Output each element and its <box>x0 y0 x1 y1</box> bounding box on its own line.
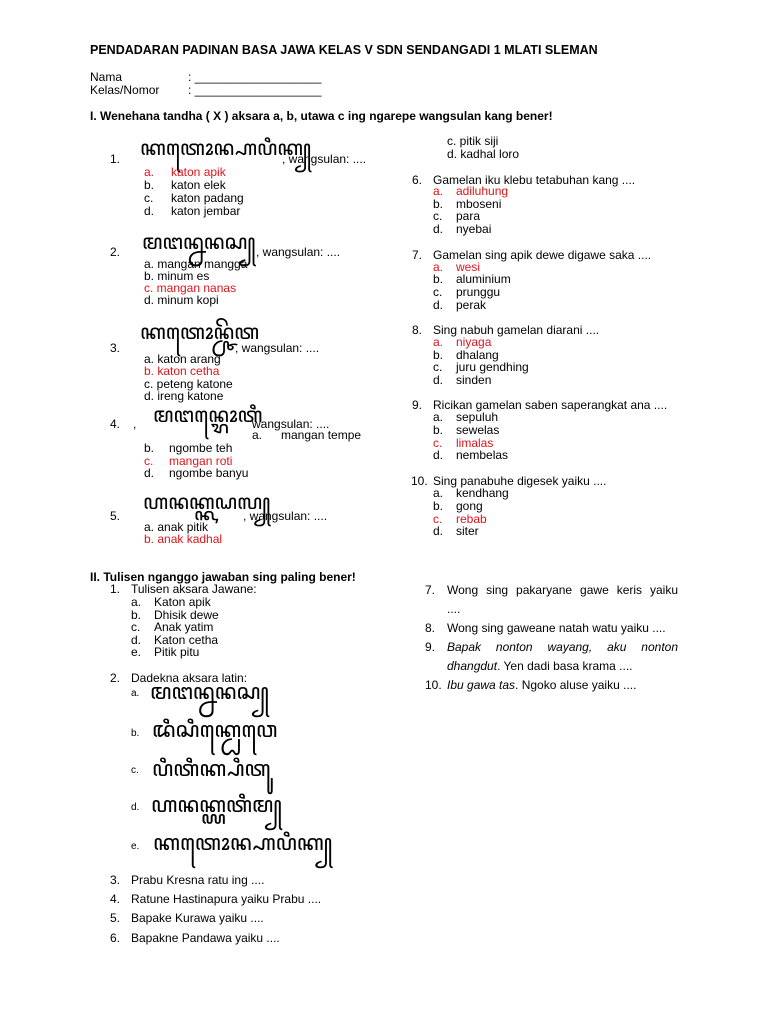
s2-q1-item-a: Katon apik <box>154 595 211 609</box>
q9-number: 9. <box>412 398 423 412</box>
s2-q10-line <box>447 679 636 692</box>
q4-option-c[interactable]: mangan roti <box>169 454 233 468</box>
q7-option-d[interactable]: perak <box>456 298 487 312</box>
q7-option-a[interactable]: wesi <box>456 260 481 274</box>
q5-wangsulan: , wangsulan: .... <box>243 509 328 523</box>
q4-option-d[interactable]: ngombe banyu <box>169 466 249 480</box>
s2-q3-text: Prabu Kresna ratu ing .... <box>131 873 265 887</box>
s2-q1-item-c: Anak yatim <box>154 620 214 634</box>
q6-option-c-letter[interactable]: c. <box>433 209 443 223</box>
s2-q9-number: 9. <box>425 640 436 654</box>
q3-option-b[interactable]: b. katon cetha <box>144 364 220 378</box>
q10-option-c[interactable]: rebab <box>456 512 487 526</box>
q10-option-b[interactable]: gong <box>456 499 483 513</box>
s2-q2-script-d: ꦲꦤꦏ꧀ꦪꦠꦶꦩ꧀ <box>151 793 282 818</box>
q10-option-a-letter[interactable]: a. <box>433 486 444 500</box>
q9-option-a[interactable]: sepuluh <box>456 410 499 424</box>
q4-option-c-letter[interactable]: c. <box>144 454 154 468</box>
q6-option-a-letter[interactable]: a. <box>433 184 444 198</box>
s2-q9-text-rest: . Yen dadi basa krama .... <box>497 659 633 673</box>
q9-option-b-letter[interactable]: b. <box>433 423 444 437</box>
s2-q8-number: 8. <box>425 621 436 635</box>
q4-option-b[interactable]: ngombe teh <box>169 441 233 455</box>
q8-option-b[interactable]: dhalang <box>456 348 499 362</box>
q4-wangsulan: wangsulan: .... <box>252 417 330 431</box>
kelas-label: Kelas/Nomor <box>90 83 160 97</box>
q6-option-a[interactable]: adiluhung <box>456 184 509 198</box>
q8-question: Sing nabuh gamelan diarani .... <box>433 323 600 337</box>
q5-number: 5. <box>110 509 121 523</box>
s2-q2-script-a: ꦩꦔꦤ꧀ꦤꦤꦱ꧀ <box>150 680 269 705</box>
q2-option-b[interactable]: b. minum es <box>144 269 210 283</box>
q1-option-a-letter[interactable]: a. <box>144 165 155 179</box>
s2-q10-text-rest: . Ngoko aluse yaiku .... <box>515 678 637 692</box>
q8-option-a-letter[interactable]: a. <box>433 335 444 349</box>
q6-number: 6. <box>412 173 423 187</box>
q1-javanese-script: ꦏꦠꦺꦴꦤ꧀ꦲꦥꦶꦏ꧀ <box>140 136 312 160</box>
q7-option-c-letter[interactable]: c. <box>433 285 443 299</box>
q3-javanese-script: ꦏꦠꦺꦴꦤ꧀ꦕꦼꦠ <box>140 320 259 344</box>
q7-option-c[interactable]: prunggu <box>456 285 501 299</box>
q5-option-b[interactable]: b. anak kadhal <box>144 532 223 546</box>
q7-option-b-letter[interactable]: b. <box>433 272 444 286</box>
s2-q10-text-italic: Ibu gawa tas <box>447 678 516 692</box>
q9-option-d[interactable]: nembelas <box>456 448 509 462</box>
q7-option-a-letter[interactable]: a. <box>433 260 444 274</box>
kelas-field[interactable]: : ___________________ <box>188 83 322 97</box>
s2-q2-letter-d: d. <box>131 802 140 813</box>
q1-option-c-letter[interactable]: c. <box>144 191 154 205</box>
section1-heading: I. Wenehana tandha ( X ) aksara a, b, utawa c ing ngarepe wangsulan kang bener! <box>90 109 553 123</box>
s2-q7-text: Wong sing pakaryane gawe keris yaiku <box>447 583 678 597</box>
s2-q7-text-cont: .... <box>447 602 461 616</box>
s2-q2-script-b: ꦢꦶꦱꦶꦏ꧀ꦝꦺꦮꦺ <box>152 718 278 743</box>
q10-option-d[interactable]: siter <box>456 524 479 538</box>
q9-question: Ricikan gamelan saben saperangkat ana .... <box>433 398 668 412</box>
s2-q6-number: 6. <box>110 931 121 945</box>
s2-q1-item-e: Pitik pitu <box>154 645 200 659</box>
q7-option-d-letter[interactable]: d. <box>433 298 444 312</box>
q1-option-a[interactable]: katon apik <box>171 165 226 179</box>
q8-option-a[interactable]: niyaga <box>456 335 492 349</box>
section2-heading: II. Tulisen nganggo jawaban sing paling bener! <box>90 570 356 584</box>
q4-javanese-script: ꦩꦔꦤ꧀ꦫꦺꦴꦠꦶ <box>153 403 263 427</box>
q5-option-a[interactable]: a. anak pitik <box>144 520 209 534</box>
s2-q2-script-e: ꦏꦠꦺꦴꦤ꧀ꦲꦥꦶꦏ꧀ <box>153 831 333 856</box>
q6-question: Gamelan iku klebu tetabuhan kang .... <box>433 173 636 187</box>
s2-q7-number: 7. <box>425 583 436 597</box>
q7-option-b[interactable]: aluminium <box>456 272 511 286</box>
q10-question: Sing panabuhe digesek yaiku .... <box>433 474 607 488</box>
q6-option-d[interactable]: nyebai <box>456 222 492 236</box>
s2-q8-text: Wong sing gaweane natah watu yaiku .... <box>447 621 666 635</box>
q2-option-d[interactable]: d. minum kopi <box>144 293 219 307</box>
q3-option-a[interactable]: a. katon arang <box>144 352 221 366</box>
q10-option-d-letter[interactable]: d. <box>433 524 444 538</box>
s2-q3-number: 3. <box>110 873 121 887</box>
q8-option-c[interactable]: juru gendhing <box>456 360 529 374</box>
s2-q2-letter-a: a. <box>131 688 140 699</box>
q1-option-c[interactable]: katon padang <box>171 191 244 205</box>
q1-wangsulan: , wangsulan: .... <box>282 152 367 166</box>
q2-option-c[interactable]: c. mangan nanas <box>144 281 237 295</box>
page-title: PENDADARAN PADINAN BASA JAWA KELAS V SDN SENDANGADI 1 MLATI SLEMAN <box>90 43 598 57</box>
q1-option-d[interactable]: katon jembar <box>171 204 241 218</box>
q9-option-c[interactable]: limalas <box>456 436 494 450</box>
q4-comma: , <box>133 417 137 431</box>
s2-q4-text: Ratune Hastinapura yaiku Prabu .... <box>131 892 322 906</box>
s2-q2-number: 2. <box>110 671 121 685</box>
q8-option-d[interactable]: sinden <box>456 373 492 387</box>
q9-option-b[interactable]: sewelas <box>456 423 500 437</box>
s2-q2-letter-c: c. <box>131 765 139 776</box>
q7-question: Gamelan sing apik dewe digawe saka .... <box>433 248 652 262</box>
q8-option-d-letter[interactable]: d. <box>433 373 444 387</box>
q1-option-d-letter[interactable]: d. <box>144 204 155 218</box>
q1-number: 1. <box>110 152 121 166</box>
s2-q10-number: 10. <box>425 678 442 692</box>
s2-q5-number: 5. <box>110 911 121 925</box>
q10-option-a[interactable]: kendhang <box>456 486 509 500</box>
q4-number: 4. <box>110 417 121 431</box>
s2-q1-letter-a: a. <box>131 595 142 609</box>
q2-javanese-script: ꦩꦔꦤ꧀ꦤꦤꦱ꧀ <box>142 230 256 254</box>
q10-number: 10. <box>411 474 428 488</box>
q3-wangsulan: , wangsulan: .... <box>235 341 320 355</box>
nama-label: Nama <box>90 70 123 84</box>
q3-number: 3. <box>110 341 121 355</box>
s2-q1-letter-e: e. <box>131 645 142 659</box>
s2-q9-text-italic: Bapak nonton wayang, aku nonton <box>447 640 678 654</box>
q4-option-a[interactable]: mangan tempe <box>281 428 362 442</box>
q5-javanese-script: ꦲꦤꦏ꧀ꦏꦝꦭ꧀ <box>143 490 271 514</box>
q9-option-d-letter[interactable]: d. <box>433 448 444 462</box>
q5-option-c[interactable]: c. pitik siji <box>447 134 499 148</box>
q6-option-c[interactable]: para <box>456 209 481 223</box>
s2-q1-letter-b: b. <box>131 608 142 622</box>
s2-q5-text: Bapake Kurawa yaiku .... <box>131 911 264 925</box>
s2-q1-item-b: Dhisik dewe <box>154 608 219 622</box>
s2-q9-text-italic2: dhangdut <box>447 659 498 673</box>
q7-number: 7. <box>412 248 423 262</box>
s2-q2-script-c: ꦥꦶꦠꦶꦏ꧀ꦥꦶꦠꦸ <box>152 757 271 782</box>
q10-option-b-letter[interactable]: b. <box>433 499 444 513</box>
q4-option-b-letter[interactable]: b. <box>144 441 155 455</box>
s2-q9-line2 <box>447 660 632 673</box>
s2-q1-letter-c: c. <box>131 620 141 634</box>
q2-option-a[interactable]: a. mangan mangga <box>144 257 248 271</box>
q6-option-b-letter[interactable]: b. <box>433 197 444 211</box>
q10-option-c-letter[interactable]: c. <box>433 512 443 526</box>
s2-q1-item-d: Katon cetha <box>154 633 219 647</box>
s2-q1-text: Tulisen aksara Jawane: <box>131 582 257 596</box>
q1-option-b-letter[interactable]: b. <box>144 178 155 192</box>
q8-number: 8. <box>412 323 423 337</box>
q6-option-d-letter[interactable]: d. <box>433 222 444 236</box>
q3-option-d[interactable]: d. ireng katone <box>144 389 224 403</box>
s2-q4-number: 4. <box>110 892 121 906</box>
q5-option-d[interactable]: d. kadhal loro <box>447 147 520 161</box>
nama-field[interactable]: : ___________________ <box>188 70 322 84</box>
q2-wangsulan: , wangsulan: .... <box>256 245 341 259</box>
q1-option-b[interactable]: katon elek <box>171 178 226 192</box>
s2-q1-number: 1. <box>110 582 121 596</box>
q4-option-a-letter[interactable]: a. <box>252 428 263 442</box>
s2-q2-text: Dadekna aksara latin: <box>131 671 248 685</box>
q8-option-b-letter[interactable]: b. <box>433 348 444 362</box>
q4-option-d-letter[interactable]: d. <box>144 466 155 480</box>
q8-option-c-letter[interactable]: c. <box>433 360 443 374</box>
s2-q2-letter-b: b. <box>131 728 140 739</box>
q2-number: 2. <box>110 245 121 259</box>
s2-q6-text: Bapakne Pandawa yaiku .... <box>131 931 280 945</box>
q6-option-b[interactable]: mboseni <box>456 197 502 211</box>
q9-option-c-letter[interactable]: c. <box>433 436 443 450</box>
q3-option-c[interactable]: c. peteng katone <box>144 377 233 391</box>
s2-q2-letter-e: e. <box>131 841 140 852</box>
q9-option-a-letter[interactable]: a. <box>433 410 444 424</box>
s2-q1-letter-d: d. <box>131 633 142 647</box>
